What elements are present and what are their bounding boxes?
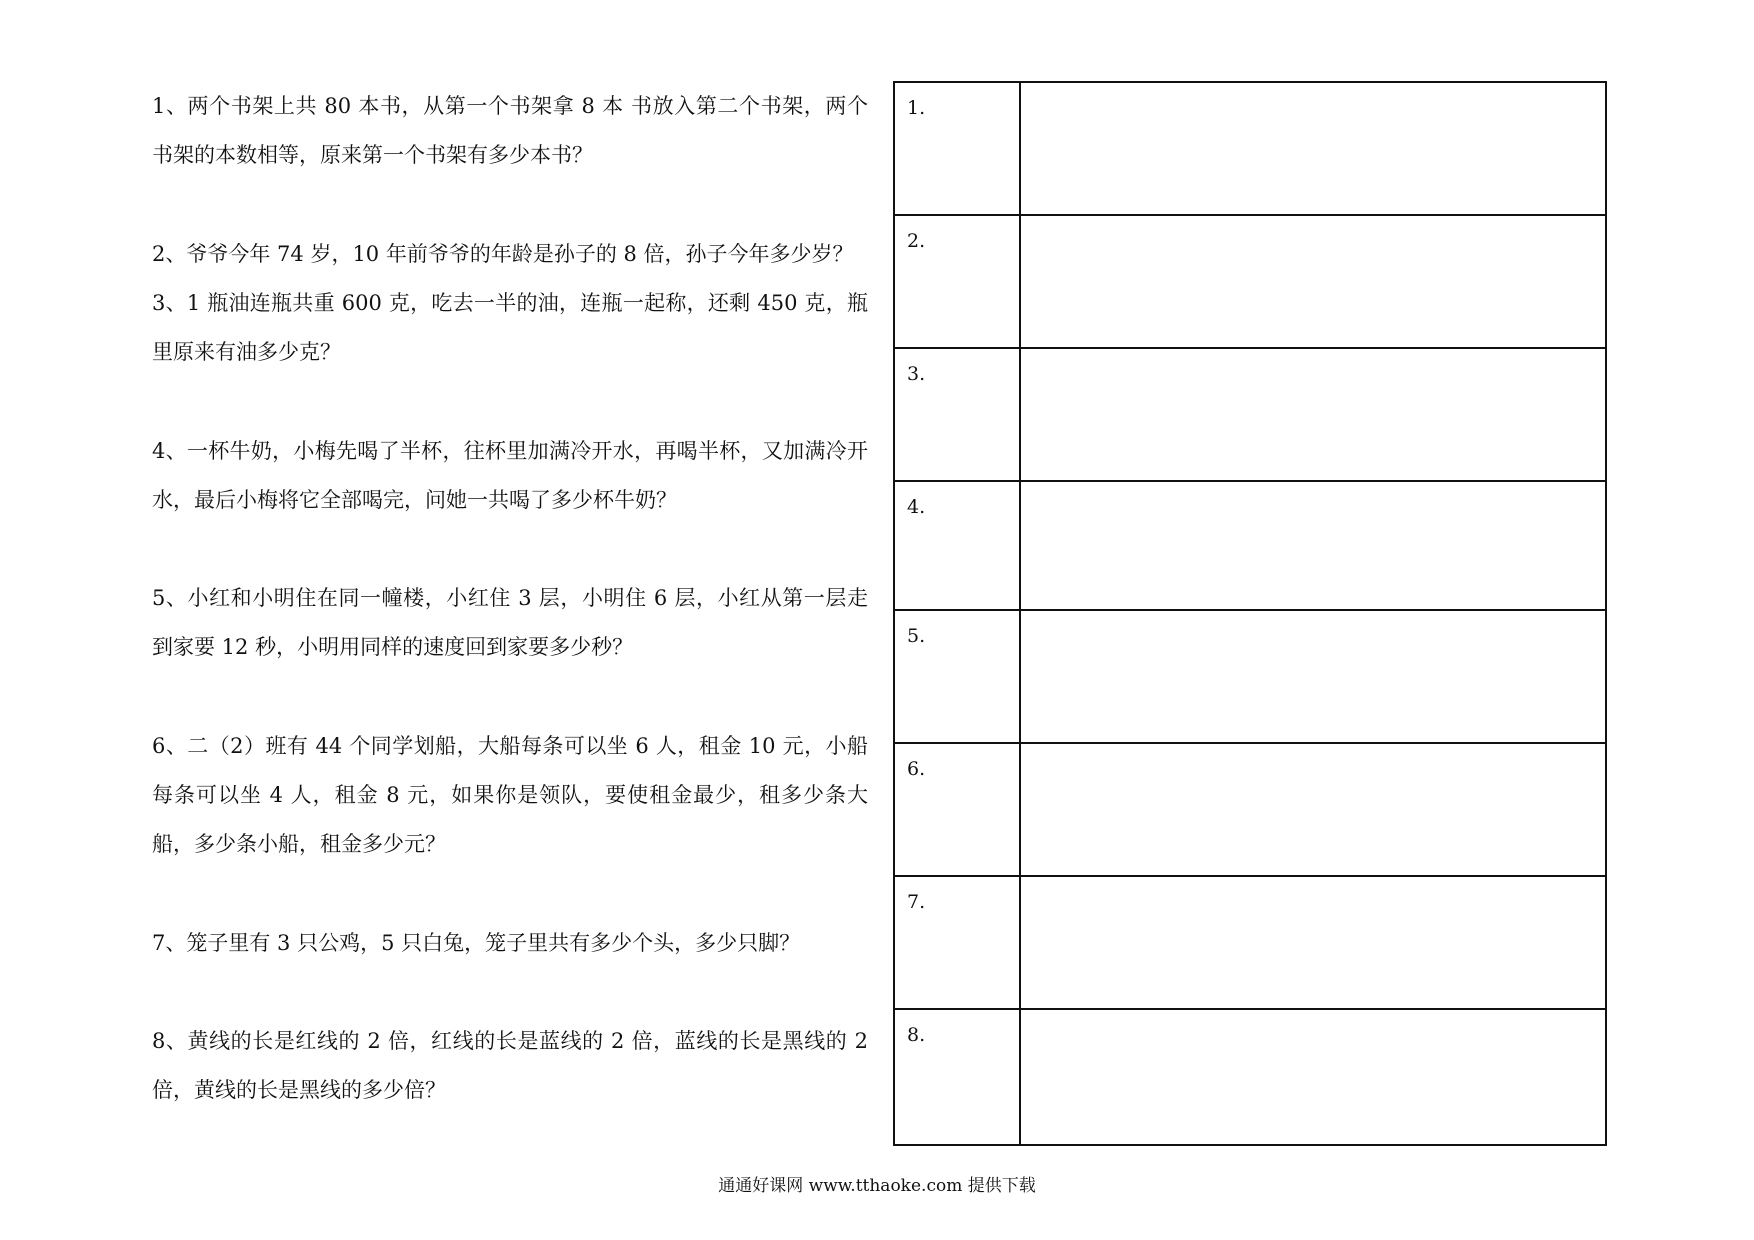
answer-number-cell xyxy=(894,82,1020,215)
question-number: 3、 xyxy=(152,291,187,315)
answer-space[interactable] xyxy=(1020,215,1606,348)
question-text: 1 瓶油连瓶共重 600 克，吃去一半的油，连瓶一起称，还剩 450 克，瓶里原来有油多少克？ xyxy=(152,291,868,364)
answer-space[interactable] xyxy=(1020,610,1606,743)
question-1 xyxy=(152,82,868,180)
question-number: 6、 xyxy=(152,734,188,758)
question-number: 1、 xyxy=(152,94,188,118)
answer-row xyxy=(894,215,1606,348)
question-number: 2、 xyxy=(152,242,187,266)
question-7 xyxy=(152,919,868,968)
question-text: 二（2）班有 44 个同学划船，大船每条可以坐 6 人，租金 10 元，小船每条可以坐 4 人，租金 8 元，如果你是领队，要使租金最少，租多少条大船，多少条小船，租金多少元？ xyxy=(152,734,868,856)
answer-number-cell xyxy=(894,481,1020,610)
answer-space[interactable] xyxy=(1020,481,1606,610)
question-number: 4、 xyxy=(152,439,187,463)
answer-table xyxy=(893,81,1607,1146)
answer-row xyxy=(894,876,1606,1009)
answer-row xyxy=(894,610,1606,743)
question-text: 黄线的长是红线的 2 倍，红线的长是蓝线的 2 倍，蓝线的长是黑线的 2 倍，黄线的长是黑线的多少倍？ xyxy=(152,1029,868,1102)
answer-row xyxy=(894,1009,1606,1145)
question-6 xyxy=(152,722,868,869)
answer-space[interactable] xyxy=(1020,1009,1606,1145)
footer-source: 通通好课网 www.tthaoke.com 提供下载 xyxy=(718,1176,1036,1196)
answer-space[interactable] xyxy=(1020,743,1606,876)
answer-row xyxy=(894,743,1606,876)
answer-number: 6. xyxy=(907,758,926,780)
answer-number: 3. xyxy=(907,363,926,385)
answer-number: 1. xyxy=(907,97,926,119)
answer-row xyxy=(894,481,1606,610)
answer-number: 5. xyxy=(907,625,926,647)
question-text: 一杯牛奶，小梅先喝了半杯，往杯里加满冷开水，再喝半杯，又加满冷开水，最后小梅将它全部喝完，问她一共喝了多少杯牛奶？ xyxy=(152,439,868,512)
answer-row xyxy=(894,348,1606,481)
answer-number: 4. xyxy=(907,496,926,518)
answer-number: 2. xyxy=(907,230,926,252)
answer-number-cell xyxy=(894,610,1020,743)
answer-number-cell xyxy=(894,215,1020,348)
answer-number: 7. xyxy=(907,891,926,913)
question-text: 两个书架上共 80 本书，从第一个书架拿 8 本 书放入第二个书架，两个书架的本数相等，原来第一个书架有多少本书？ xyxy=(152,94,868,167)
answer-space[interactable] xyxy=(1020,82,1606,215)
question-4 xyxy=(152,427,868,525)
answer-space[interactable] xyxy=(1020,876,1606,1009)
question-2 xyxy=(152,230,868,279)
question-number: 8、 xyxy=(152,1029,188,1053)
answer-space[interactable] xyxy=(1020,348,1606,481)
question-5 xyxy=(152,574,868,672)
question-3 xyxy=(152,279,868,377)
question-text: 笼子里有 3 只公鸡，5 只白兔，笼子里共有多少个头，多少只脚？ xyxy=(186,931,801,955)
question-text: 小红和小明住在同一幢楼，小红住 3 层，小明住 6 层，小红从第一层走到家要 12 秒，小明用同样的速度回到家要多少秒？ xyxy=(152,586,868,659)
answer-number-cell xyxy=(894,876,1020,1009)
answer-number-cell xyxy=(894,348,1020,481)
question-number: 7、 xyxy=(152,931,187,955)
answer-number-cell xyxy=(894,1009,1020,1145)
answer-number-cell xyxy=(894,743,1020,876)
answer-number: 8. xyxy=(907,1024,926,1046)
answer-row xyxy=(894,82,1606,215)
question-8 xyxy=(152,1017,868,1115)
question-number: 5、 xyxy=(152,586,188,610)
question-text: 爷爷今年 74 岁，10 年前爷爷的年龄是孙子的 8 倍，孙子今年多少岁？ xyxy=(186,242,854,266)
